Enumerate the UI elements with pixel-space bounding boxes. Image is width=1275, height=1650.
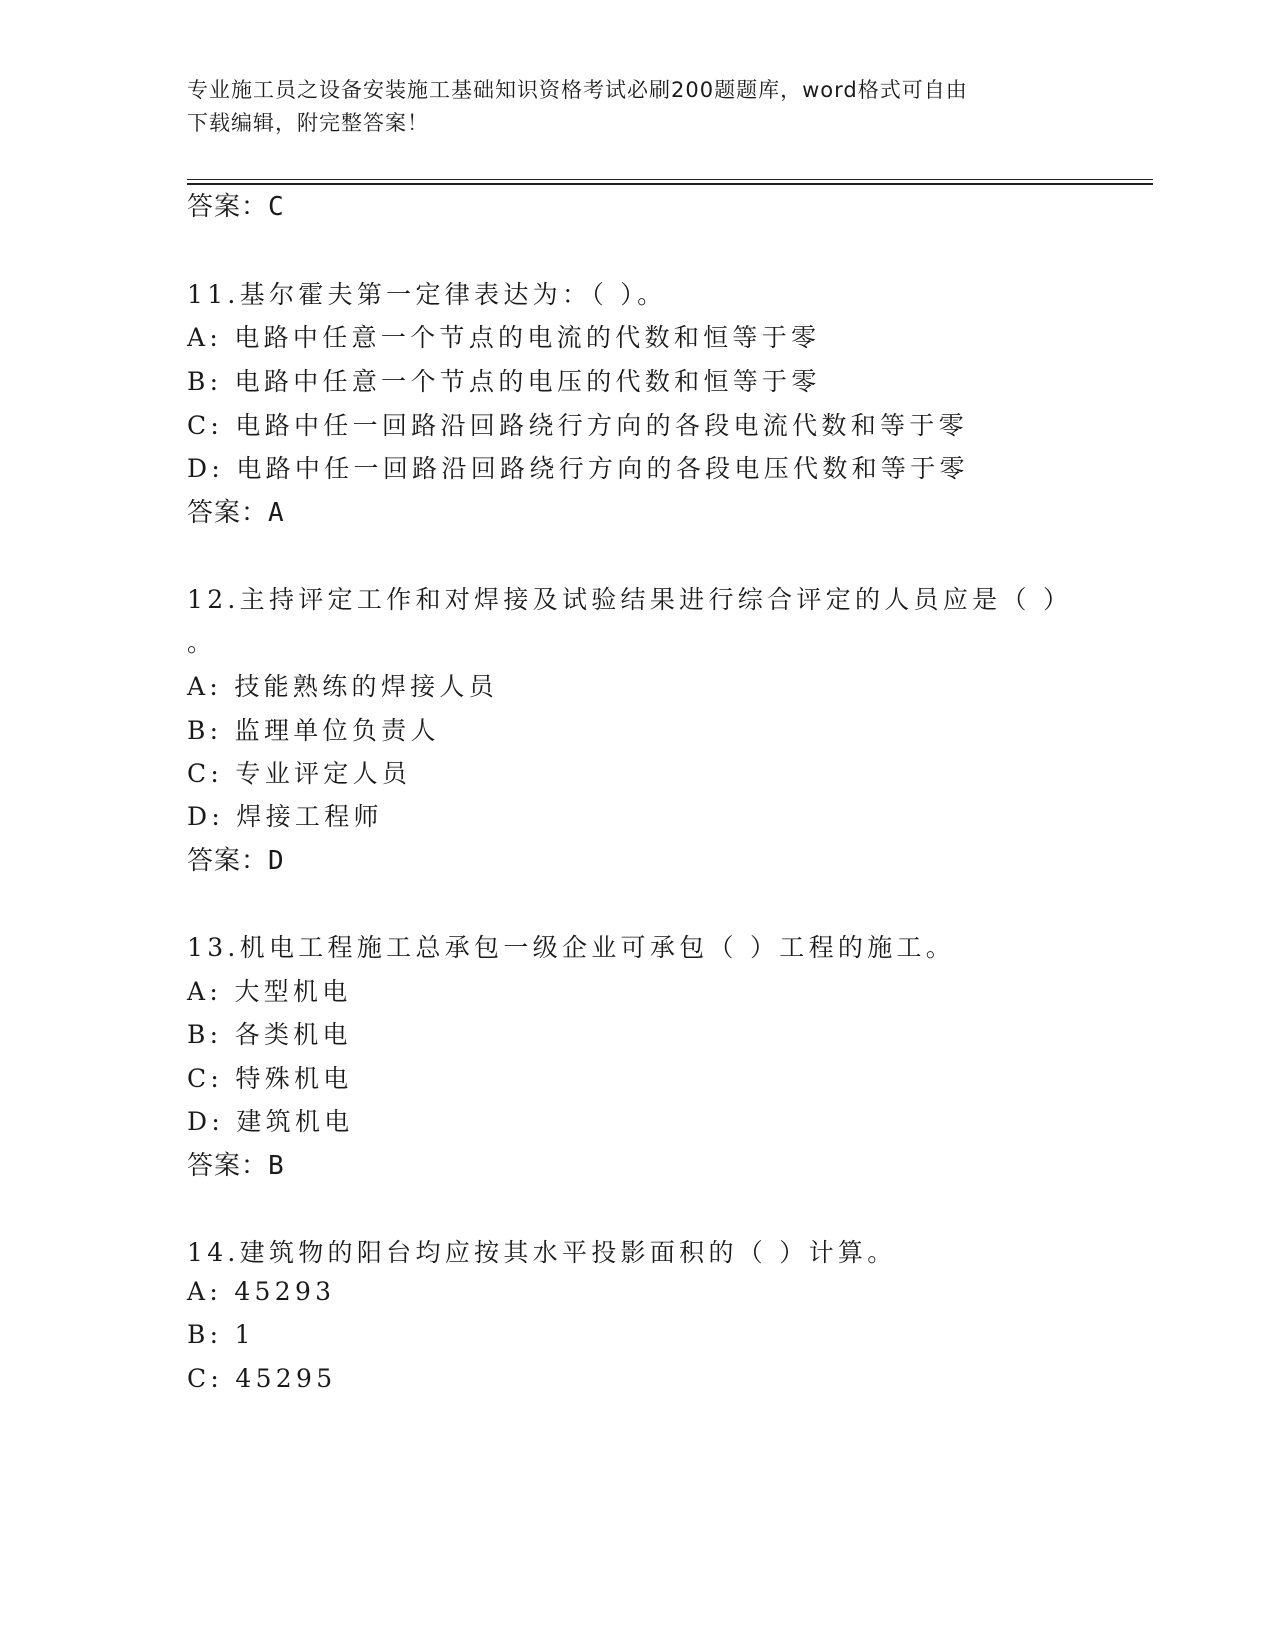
answer-value: D: [268, 846, 285, 876]
option-b: B: 1: [187, 1320, 255, 1349]
question-stem-continuation: 。: [187, 628, 217, 657]
question-stem: 12.主持评定工作和对焊接及试验结果进行综合评定的人员应是（ ）: [187, 585, 1073, 614]
answer-line: [187, 186, 285, 223]
answer-value: B: [268, 1151, 285, 1181]
question-stem: 11.基尔霍夫第一定律表达为：（ ）。: [187, 280, 667, 309]
option-b: B: 电路中任意一个节点的电压的代数和恒等于零: [187, 367, 821, 396]
answer-value: C: [268, 192, 285, 222]
option-c: C: 电路中任一回路沿回路绕行方向的各段电流代数和等于零: [187, 411, 968, 440]
answer-label: 答案：: [187, 1151, 269, 1181]
option-d: D: 建筑机电: [187, 1107, 354, 1136]
option-b: B: 监理单位负责人: [187, 716, 440, 745]
header-title-line-2: 下载编辑，附完整答案！: [187, 111, 429, 135]
question-stem: 14.建筑物的阳台均应按其水平投影面积的（ ）计算。: [187, 1238, 897, 1267]
question-stem: 13.机电工程施工总承包一级企业可承包（ ）工程的施工。: [187, 933, 956, 962]
option-c: C: 特殊机电: [187, 1064, 353, 1093]
document-header: [187, 74, 1087, 140]
answer-label: 答案：: [187, 498, 269, 528]
answer-label: 答案：: [187, 192, 269, 222]
option-a: A: 大型机电: [187, 977, 352, 1006]
answer-label: 答案：: [187, 846, 269, 876]
header-divider-thin: [187, 179, 1153, 180]
option-a: A: 技能熟练的焊接人员: [187, 672, 499, 701]
option-a: A: 电路中任意一个节点的电流的代数和恒等于零: [187, 323, 821, 352]
header-title-line-1: 专业施工员之设备安装施工基础知识资格考试必刷200题题库，word格式可自由: [187, 78, 968, 102]
answer-value: A: [268, 498, 285, 528]
option-c: C: 专业评定人员: [187, 759, 412, 788]
option-d: D: 电路中任一回路沿回路绕行方向的各段电压代数和等于零: [187, 454, 969, 483]
option-a: A: 45293: [187, 1277, 336, 1306]
answer-line: [187, 1145, 285, 1182]
option-c: C: 45295: [187, 1364, 337, 1393]
option-d: D: 焊接工程师: [187, 802, 383, 831]
answer-line: [187, 492, 285, 529]
answer-line: [187, 840, 285, 877]
option-b: B: 各类机电: [187, 1020, 352, 1049]
header-divider-thick: [187, 183, 1153, 185]
